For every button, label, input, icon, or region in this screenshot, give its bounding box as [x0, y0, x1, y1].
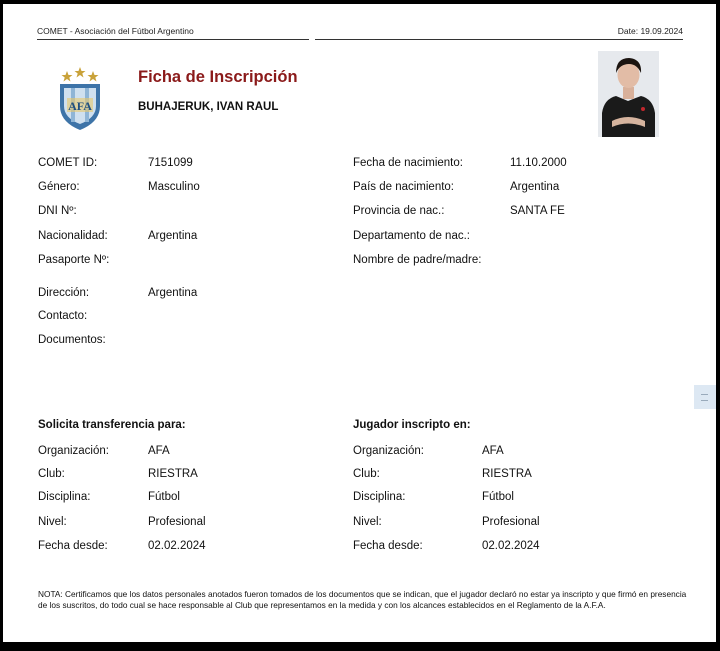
registered-field-label: Fecha desde: — [353, 540, 423, 552]
transfer-field-label: Nivel: — [38, 516, 67, 528]
transfer-field-label: Organización: — [38, 445, 109, 457]
personal-field-value: Argentina — [148, 287, 198, 299]
personal-field-label: Documentos: — [38, 334, 106, 346]
personal-field-value: Argentina — [510, 181, 560, 193]
personal-field-label: DNI Nº: — [38, 205, 77, 217]
registered-field-value: RIESTRA — [482, 468, 532, 480]
registered-field-label: Organización: — [353, 445, 424, 457]
transfer-field-label: Disciplina: — [38, 491, 91, 503]
personal-field-label: Contacto: — [38, 310, 88, 322]
registered-field-label: Disciplina: — [353, 491, 406, 503]
personal-field-label: Provincia de nac.: — [353, 205, 445, 217]
personal-field-value: Masculino — [148, 181, 200, 193]
registered-field-value: Profesional — [482, 516, 540, 528]
side-panel-toggle-button[interactable] — [694, 385, 716, 409]
header-date: Date: 19.09.2024 — [617, 26, 683, 36]
header-rule-right — [315, 39, 683, 40]
personal-field-label: Dirección: — [38, 287, 90, 299]
header-org: COMET - Asociación del Fútbol Argentino — [37, 26, 194, 36]
personal-field-value: SANTA FE — [510, 205, 565, 217]
transfer-field-value: RIESTRA — [148, 468, 198, 480]
transfer-field-value: Fútbol — [148, 491, 180, 503]
player-photo — [598, 51, 659, 137]
personal-field-label: Nombre de padre/madre: — [353, 254, 482, 266]
personal-field-label: Departamento de nac.: — [353, 230, 470, 242]
transfer-field-value: 02.02.2024 — [148, 540, 206, 552]
transfer-field-value: Profesional — [148, 516, 206, 528]
personal-field-label: Pasaporte Nº: — [38, 254, 110, 266]
registered-field-value: 02.02.2024 — [482, 540, 540, 552]
personal-field-label: Nacionalidad: — [38, 230, 108, 242]
transfer-field-value: AFA — [148, 445, 170, 457]
personal-field-label: Género: — [38, 181, 80, 193]
personal-field-value: 7151099 — [148, 157, 193, 169]
registered-section-title: Jugador inscripto en: — [353, 419, 471, 431]
personal-field-value: 11.10.2000 — [510, 157, 567, 169]
personal-field-label: Fecha de nacimiento: — [353, 157, 463, 169]
player-name: BUHAJERUK, IVAN RAUL — [138, 101, 279, 113]
registered-field-value: AFA — [482, 445, 504, 457]
transfer-field-label: Club: — [38, 468, 65, 480]
header-rule-left — [37, 39, 309, 40]
legal-note: NOTA: Certificamos que los datos personales anotados fueron tomados de los documentos que se indican, que el jugador declaró no estar ya inscripto y que firmó en presencia de los suscritos, do todo cual se hace responsable al Club que representamos en la medida y con los alcances establecidos en el Reglamento de la A.F.A. — [38, 589, 687, 610]
page-title: Ficha de Inscripción — [138, 68, 298, 86]
afa-crest-logo — [55, 62, 105, 132]
menu-icon — [701, 394, 708, 401]
personal-field-label: COMET ID: — [38, 157, 98, 169]
personal-field-value: Argentina — [148, 230, 198, 242]
registered-field-value: Fútbol — [482, 491, 514, 503]
registration-sheet — [3, 4, 716, 642]
personal-field-label: País de nacimiento: — [353, 181, 455, 193]
transfer-field-label: Fecha desde: — [38, 540, 108, 552]
crest-text: AFA — [68, 99, 92, 113]
transfer-section-title: Solicita transferencia para: — [38, 419, 186, 431]
registered-field-label: Club: — [353, 468, 380, 480]
registered-field-label: Nivel: — [353, 516, 382, 528]
